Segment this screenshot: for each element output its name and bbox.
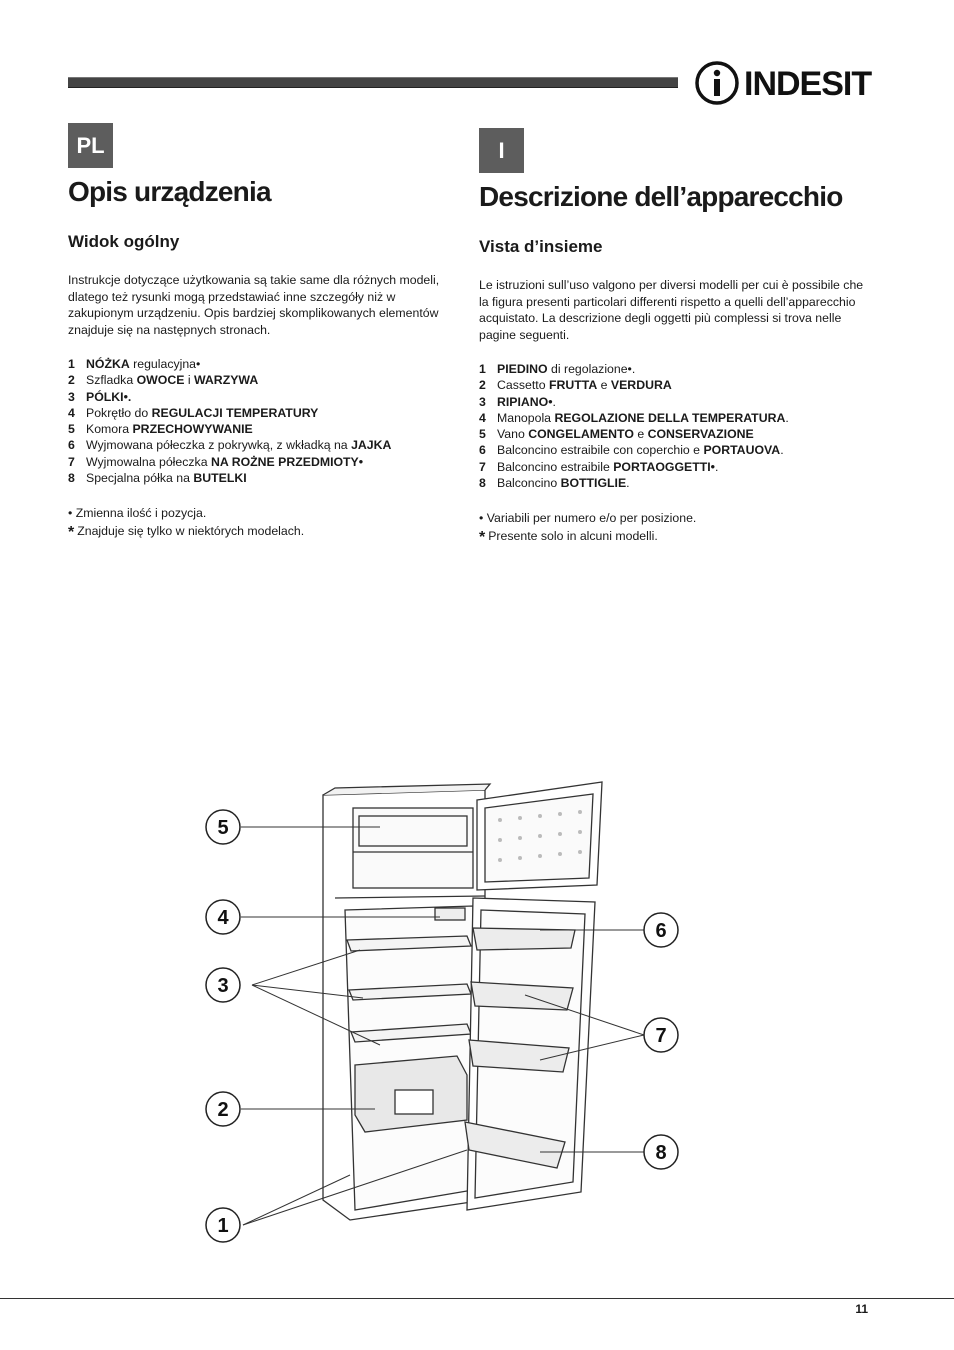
header-bar (68, 77, 678, 88)
page-number: 11 (855, 1302, 868, 1316)
intro-paragraph: Le istruzioni sull’uso valgono per diversi modelli per cui è possibile che la figura presenti particolari differenti rispetto a quelli dell’apparecchio acquistato. La descrizione degli oggetti più complessi si trova nelle pagine seguenti. (479, 278, 864, 342)
footnotes (479, 509, 874, 547)
callout-4: 4 (217, 907, 229, 929)
footnote-variable: • Zmienna ilość i pozycja. (68, 506, 207, 521)
callout-8: 8 (655, 1142, 667, 1164)
fridge-drawing (195, 770, 695, 1260)
list-item: 4 Manopola REGOLAZIONE DELLA TEMPERATURA. (479, 410, 789, 425)
callout-6: 6 (655, 920, 667, 942)
list-item: 3 PÓLKI•. (68, 389, 132, 404)
indesit-logo (694, 60, 872, 106)
intro-paragraph: Instrukcje dotyczące użytkowania są takie same dla różnych modeli, dlatego też rysunki mogą przedstawiać inne szczegóły niż w zakupionym urządzeniu. Opis bardziej skomplikowanych elementów znajduje się na następnych stronach. (68, 273, 440, 337)
list-item: 5 Komora PRZECHOWYWANIE (68, 422, 253, 437)
callout-5: 5 (217, 817, 229, 839)
list-item: 1 NÓŻKA regulacyjna• (68, 357, 201, 371)
parts-list (479, 361, 874, 491)
list-item: 7 Wyjmowalna półeczka NA ROŻNE PRZEDMIOTY• (68, 454, 364, 469)
callout-3: 3 (217, 975, 229, 997)
callout-1: 1 (217, 1215, 229, 1237)
list-item: 2 Cassetto FRUTTA e VERDURA (479, 378, 672, 393)
footnote-models: * Znajduje się tylko w niektórych modelach. (68, 524, 305, 542)
list-item: 6 Wyjmowana półeczka z pokrywką, z wkładką na JAJKA (68, 438, 392, 453)
section-subtitle: Widok ogólny (68, 232, 180, 251)
language-badge-it: I (479, 128, 524, 173)
footer-rule (0, 1298, 954, 1299)
list-item: 1 PIEDINO di regolazione•. (479, 362, 636, 376)
footnote-variable: • Variabili per numero e/o per posizione. (479, 511, 697, 526)
list-item: 4 Pokrętło do REGULACJI TEMPERATURY (68, 405, 319, 420)
footnote-models: * Presente solo in alcuni modelli. (479, 529, 658, 547)
list-item: 8 Balconcino BOTTIGLIE. (479, 476, 630, 491)
logo-i-icon (694, 60, 744, 106)
list-item: 7 Balconcino estraibile PORTAOGGETTI•. (479, 459, 719, 474)
footnotes (68, 504, 463, 542)
section-subtitle: Vista d’insieme (479, 237, 603, 256)
section-title: Descrizione dell’apparecchio (479, 181, 843, 212)
list-item: 6 Balconcino estraibile con coperchio e PORTAUOVA. (479, 443, 784, 458)
fridge-illustration (195, 770, 695, 1260)
callout-7: 7 (655, 1025, 667, 1047)
language-badge-pl: PL (68, 123, 113, 168)
list-item: 3 RIPIANO•. (479, 394, 556, 409)
italian-section (479, 181, 874, 547)
polish-section (68, 176, 463, 542)
logo-text: INDESIT (744, 65, 872, 103)
section-title: Opis urządzenia (68, 176, 271, 207)
parts-list (68, 356, 463, 486)
callout-2: 2 (217, 1099, 229, 1121)
list-item: 5 Vano CONGELAMENTO e CONSERVAZIONE (479, 427, 754, 442)
list-item: 2 Szfladka OWOCE i WARZYWA (68, 373, 259, 388)
list-item: 8 Specjalna półka na BUTELKI (68, 471, 247, 486)
